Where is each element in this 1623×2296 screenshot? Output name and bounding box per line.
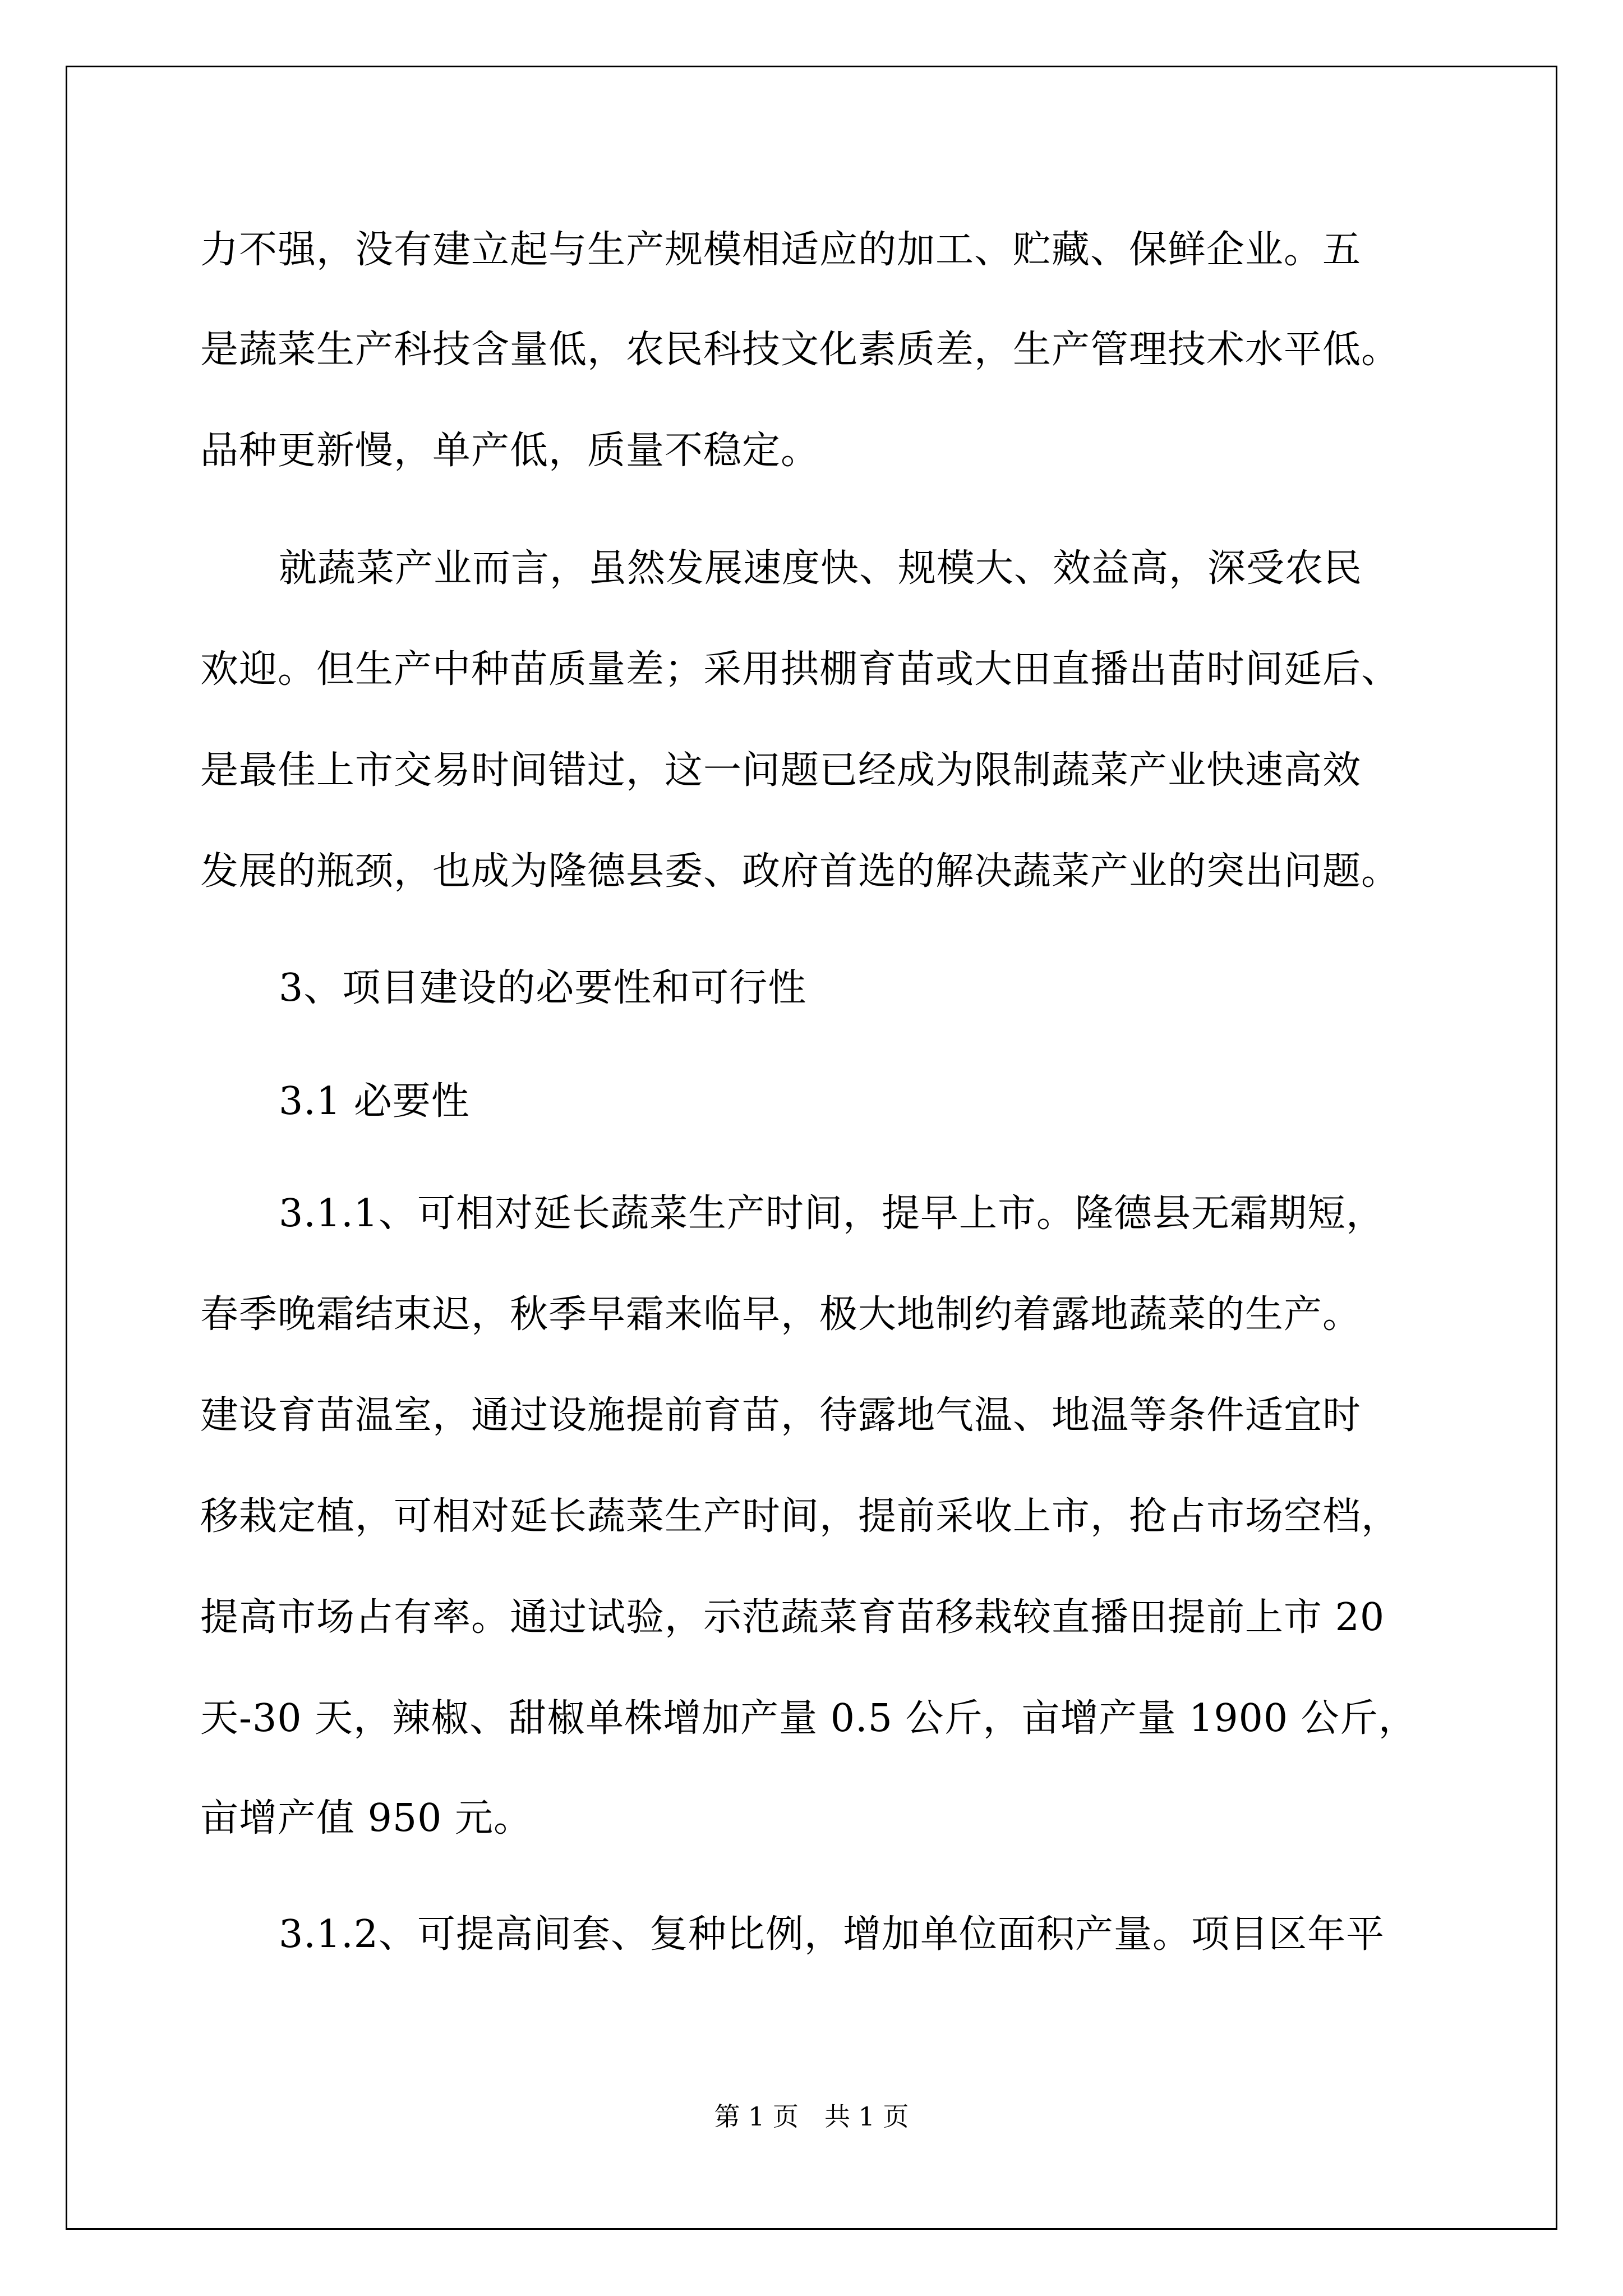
text-line: 提高市场占有率。通过试验，示范蔬菜育苗移栽较直播田提前上市 20 bbox=[200, 1595, 1385, 1640]
text-line: 建设育苗温室，通过设施提前育苗，待露地气温、地温等条件适宜时 bbox=[200, 1393, 1362, 1438]
text-line: 品种更新慢，单产低，质量不稳定。 bbox=[200, 429, 820, 473]
text-line: 就蔬菜产业而言，虽然发展速度快、规模大、效益高，深受农民 bbox=[279, 546, 1363, 591]
text-line: 亩增产值 950 元。 bbox=[200, 1796, 533, 1841]
text-line: 移栽定植，可相对延长蔬菜生产时间，提前采收上市，抢占市场空档， bbox=[200, 1494, 1400, 1539]
text-line: 力不强，没有建立起与生产规模相适应的加工、贮藏、保鲜企业。五 bbox=[200, 228, 1362, 272]
page-border bbox=[66, 66, 1557, 2230]
text-line: 是蔬菜生产科技含量低，农民科技文化素质差，生产管理技术水平低。 bbox=[200, 328, 1400, 372]
text-line: 春季晚霜结束迟，秋季早霜来临早，极大地制约着露地蔬菜的生产。 bbox=[200, 1292, 1362, 1337]
subsection-heading: 3.1 必要性 bbox=[279, 1079, 470, 1124]
page-footer: 第 1 页 共 1 页 bbox=[714, 2101, 909, 2132]
text-line: 欢迎。但生产中种苗质量差；采用拱棚育苗或大田直播出苗时间延后、 bbox=[200, 647, 1400, 692]
text-line: 3.1.1、可相对延长蔬菜生产时间，提早上市。隆德县无霜期短， bbox=[279, 1191, 1385, 1236]
text-line: 3.1.2、可提高间套、复种比例，增加单位面积产量。项目区年平 bbox=[279, 1912, 1385, 1957]
text-line: 天-30 天，辣椒、甜椒单株增加产量 0.5 公斤，亩增产量 1900 公斤， bbox=[200, 1696, 1417, 1741]
text-line: 发展的瓶颈，也成为隆德县委、政府首选的解决蔬菜产业的突出问题。 bbox=[200, 849, 1400, 894]
section-heading: 3、项目建设的必要性和可行性 bbox=[279, 966, 807, 1010]
text-line: 是最佳上市交易时间错过，这一问题已经成为限制蔬菜产业快速高效 bbox=[200, 748, 1362, 793]
